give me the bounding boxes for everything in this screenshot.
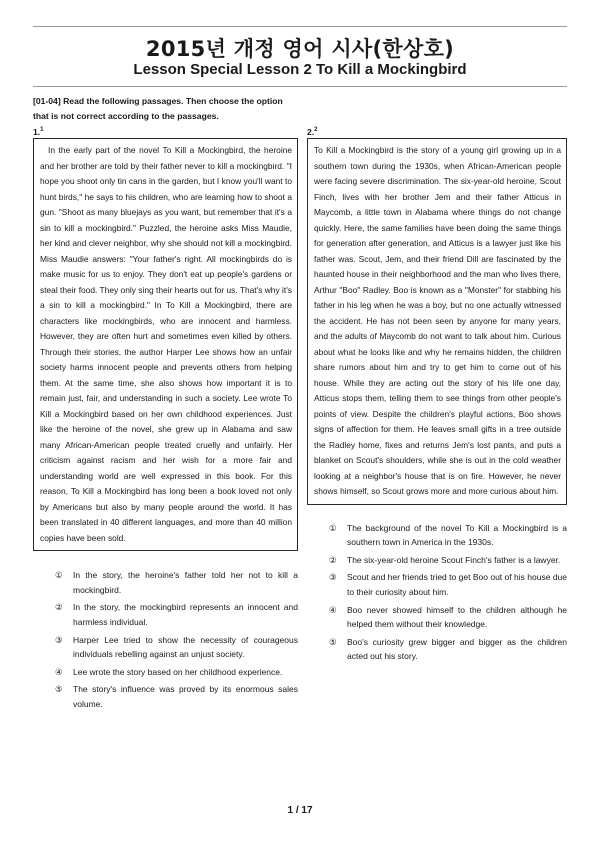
left-column [33, 94, 298, 715]
right-column [307, 123, 567, 667]
option-text: Lee wrote the story based on her childhood experience. [73, 666, 283, 677]
option-marker: ③ [55, 634, 63, 645]
option-marker: ② [329, 554, 337, 565]
header-rule [33, 86, 567, 87]
option-marker: ② [55, 602, 63, 613]
page-subtitle: Lesson Special Lesson 2 To Kill a Mockingbird [133, 61, 467, 78]
option-5[interactable] [55, 682, 298, 711]
option-text: The background of the novel To Kill a Mockingbird is a southern town in America in the 1930s. [347, 522, 567, 548]
question-number: 2. [307, 126, 315, 137]
option-text: In the story, the mockingbird represents an innocent and harmless individual. [73, 602, 298, 627]
footnote-mark: 1 [40, 127, 44, 133]
option-text: The six-year-old heroine Scout Finch's father is a lawyer. [347, 554, 561, 565]
question-2-passage: To Kill a Mockingbird is the story of a young girl growing up in a southern town during the 1930s, when African-American people were facing severe discrimination. The six-year-old heroine, Scout Finch, lives with her brother Jem and their father Atticus in Maycomb, a little town in Alabama where things do not change quickly. Here, the same families have been doing the same things for generation after generation, and Atticus is a lawyer just like his father was. Scout, Jem, and their friend Dill are fascinated by the haunted house in their neighborhood and the man who lives there, Arthur "Boo" Radley. Boo is known as a "Monster" for stabbing his father in his leg when he was a boy, but no one actually witnessed the accident. He has not been seen by anyone for many years, and the adults of Maycomb do not want to talk about him. Curious about what he looks like and why he remains hidden, the children share rumors about him and try to get him to come out of his house. While they are acting out the story of his life one day, Atticus stops them, telling them to see things from other people's points of view. Despite the children's playful actions, Boo shows signs of affection for them. He leaves small gifts in a tree outside the Radley home, fixes and returns Jem's lost pants, and puts a blanket on Scout's shoulders, while she is out in the cold weather looking at a neighbor's house that is on fire. However, he never shows himself, so Scout grows more and more curious about him. [307, 138, 567, 505]
option-4[interactable] [329, 603, 567, 632]
question-1-number [33, 124, 298, 138]
option-2[interactable] [55, 600, 298, 629]
option-1[interactable] [329, 521, 567, 550]
question-1-passage: In the early part of the novel To Kill a Mockingbird, the heroine and her brother are told by their father never to kill a mockingbird. "I hope you shoot only tin cans in the garden, but I know you'll want to hunt birds," he says to his children, who are learning how to shoot a gun. "Shoot as many bluejays as you want, but remember that it's a sin to kill a mockingbird." Puzzled, the heroine asks Miss Maudie, her kind and clever neighbor, why she should not kill a mockingbird. Miss Maudie answers: "Your father's right. All mockingbirds do is make music for us to enjoy. They don't eat up people's gardens or steal their food. They only sing their hearts out for us. That's why it's a sin to kill a mockingbird." In To Kill a Mockingbird, there are characters like mockingbirds, who are innocent and harmless. However, they are often hurt and sometimes even killed by others. Through their stories, the author Harper Lee shows how an unfair society harms innocent people and prevents others from helping them. At the same time, she also shows how important it is to remain just, fair, and understanding in such a society. Lee wrote To Kill a Mockingbird based on her own childhood experiences. Just like the heroine of the novel, she grew up in Alabama and saw many African-American people treated cruelly and unfairly. Her criticism against racism and her wish for a more fair and understanding world are well expressed in this book. For this reason, To Kill a Mockingbird has long been a book loved not only by Americans but also by many people around the world. It has been translated in 40 different languages, and more than 40 million copies have been sold. [33, 138, 298, 551]
question-1-options [33, 568, 298, 711]
option-text: In the story, the heroine's father told her not to kill a mockingbird. [73, 570, 298, 595]
option-2[interactable] [329, 553, 567, 568]
option-4[interactable] [55, 665, 298, 680]
option-marker: ① [55, 570, 63, 581]
option-1[interactable] [55, 568, 298, 597]
option-3[interactable] [55, 633, 298, 662]
option-marker: ① [329, 522, 337, 533]
option-marker: ⑤ [55, 684, 63, 695]
top-rule [33, 26, 567, 27]
question-2-number [307, 124, 567, 138]
option-text: Scout and her friends tried to get Boo out of his house due to their curiosity about him. [347, 572, 567, 598]
option-text: Boo never showed himself to the children although he helped them without their knowledge. [347, 604, 567, 630]
page-title: 2015년 개정 영어 시사(한상호) [145, 37, 455, 61]
instructions: [01-04] Read the following passages. Then choose the option that is not correct according to the passages. [33, 96, 283, 121]
option-text: Boo's curiosity grew bigger and bigger as the children acted out his story. [347, 636, 567, 662]
option-text: Harper Lee tried to show the necessity of courageous individuals rebelling against an unjust society. [73, 634, 298, 660]
page-number: 1 / 17 [287, 805, 313, 816]
option-5[interactable] [329, 635, 567, 664]
question-number: 1. [33, 126, 41, 137]
option-marker: ③ [329, 572, 337, 583]
option-marker: ⑤ [329, 636, 337, 647]
footnote-mark: 2 [314, 127, 318, 133]
question-2-options [307, 521, 567, 664]
option-3[interactable] [329, 570, 567, 599]
option-text: The story's influence was proved by its enormous sales volume. [73, 684, 298, 709]
option-marker: ④ [55, 666, 63, 677]
option-marker: ④ [329, 604, 337, 615]
